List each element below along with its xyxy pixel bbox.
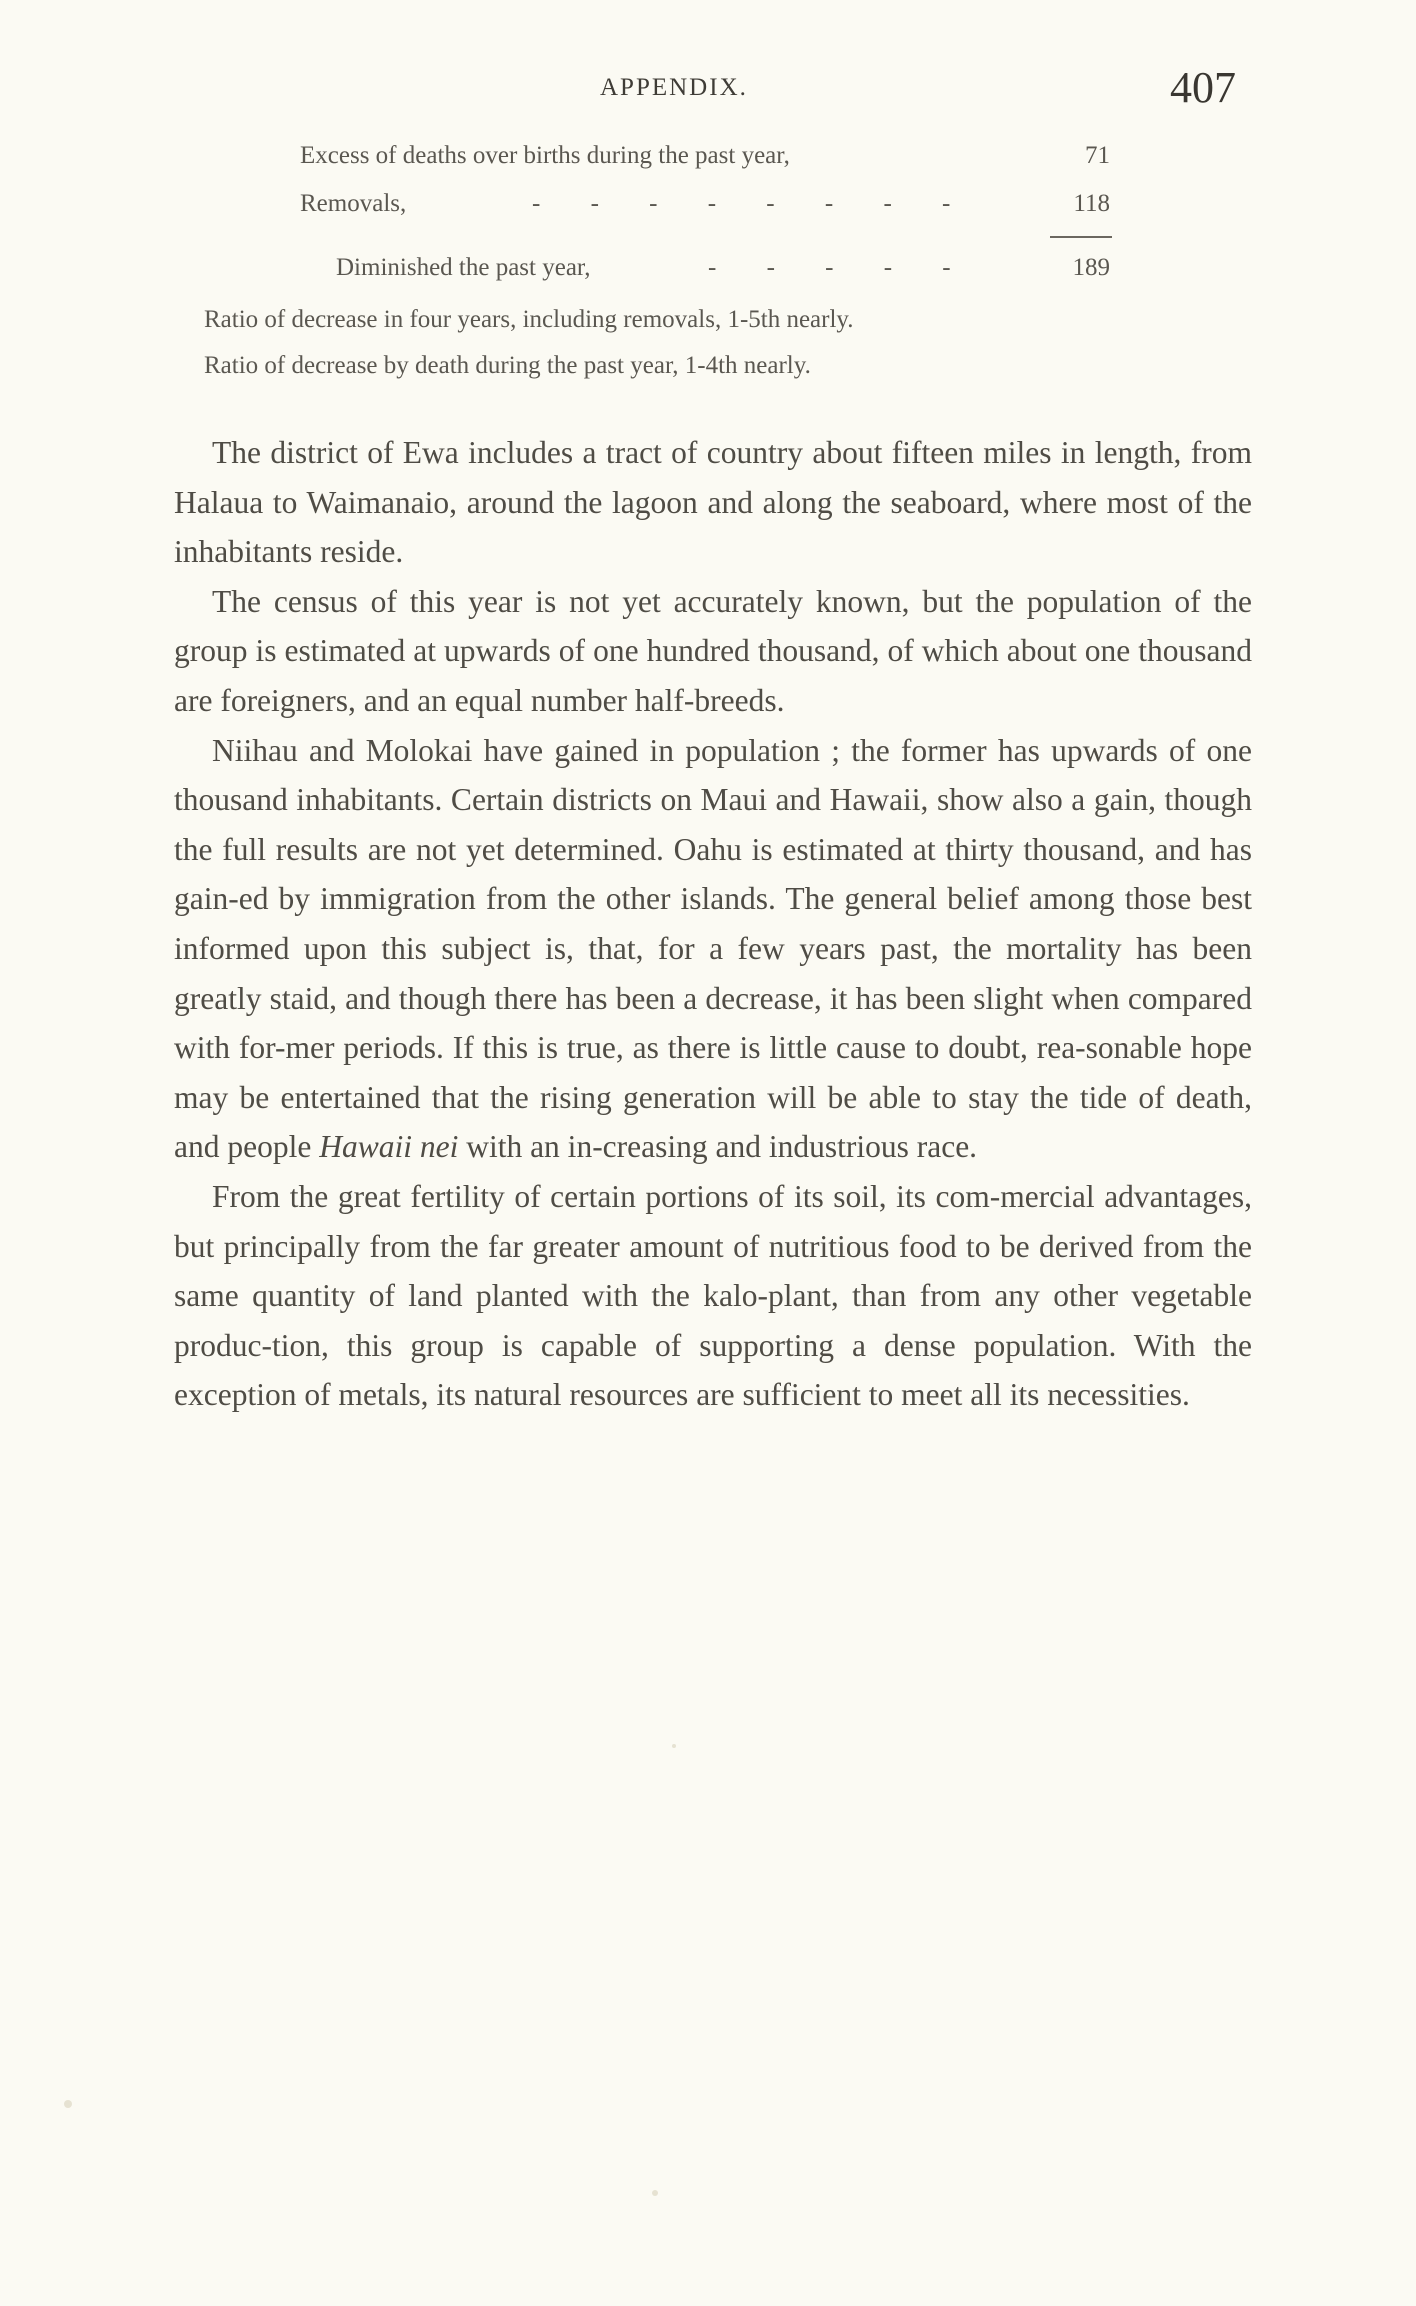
paragraph-text: Niihau and Molokai have gained in population ; the former has upwards of one thousand inhabitants. Certain districts on Maui and Hawaii, show also a gain, though the full results are not yet determined. Oahu is estimated at thirty thousand, and has gain-ed by immigration from the other islands. The general belief among those best informed upon this subject is, that, for a few years past, the mortality has been greatly staid, and though there has been a decrease, it has been slight when compared with for-mer periods. If this is true, as there is little cause to doubt, rea-sonable hope may be entertained that the rising generation will be able to stay the tide of death, and people [174,732,1252,1165]
ratio-line: Ratio of decrease in four years, including removals, 1-5th nearly. [204,306,854,333]
paragraph-text: with an in-creasing and industrious race. [458,1129,978,1165]
paragraph: From the great fertility of certain portions of its soil, its com-mercial advantages, but principally from the far greater amount of nutritious food to be derived from the same quantity of land planted with the kalo-plant, than from any other vegetable produc-tion, this group is capable of supporting a dense population. With the exception of metals, its natural resources are sufficient to meet all its necessities. [174,1178,1252,1413]
leader-dots: - - - - - - - - [532,190,973,217]
page-number: 407 [1170,63,1236,112]
paper-speck [64,2100,72,2108]
row-label: Excess of deaths over births during the past year, [300,142,790,169]
italic-phrase: Hawaii nei [319,1129,459,1165]
ratio-line: Ratio of decrease by death during the past year, 1-4th nearly. [204,352,811,379]
paragraph: The census of this year is not yet accurately known, but the population of the group is estimated at upwards of one hundred thousand, of which about one thousand are foreigners, and an equal number half-breeds. [174,583,1252,718]
leader-dots: - - - - - [708,254,973,281]
row-value: 189 [1072,254,1110,281]
row-value: 118 [1073,190,1110,217]
row-value: 71 [1085,142,1110,169]
running-head: APPENDIX. [600,74,748,101]
row-label: Diminished the past year, [336,254,591,281]
paragraph: The district of Ewa includes a tract of country about fifteen miles in length, from Halaua to Waimanaio, around the lagoon and along the seaboard, where most of the inhabitants reside. [174,435,1252,570]
paragraph [174,726,1252,1172]
page-header [0,62,1416,122]
paper-speck [652,2190,658,2196]
sum-rule [1050,236,1112,238]
body-text [174,428,1252,1420]
paper-speck [672,1744,676,1748]
row-label: Removals, [300,190,407,217]
